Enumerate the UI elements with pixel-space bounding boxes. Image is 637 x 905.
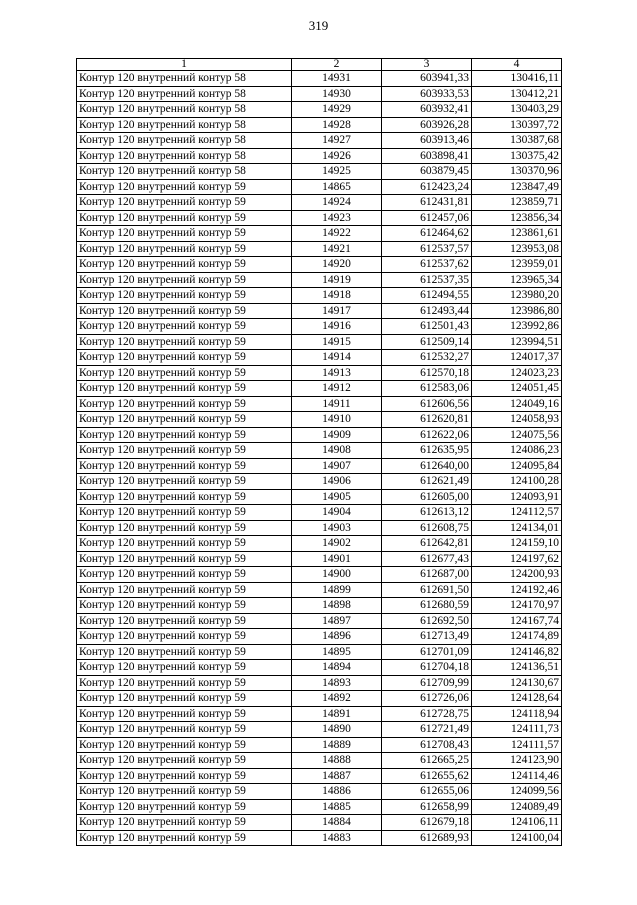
point-number-cell: 14930 xyxy=(292,86,382,102)
x-coordinate-cell: 612493,44 xyxy=(382,303,472,319)
y-coordinate-cell: 124017,37 xyxy=(472,350,562,366)
y-coordinate-cell: 124130,67 xyxy=(472,675,562,691)
contour-name-cell: Контур 120 внутренний контур 59 xyxy=(77,365,292,381)
contour-name-cell: Контур 120 внутренний контур 59 xyxy=(77,536,292,552)
table-row xyxy=(77,458,562,474)
point-number-cell: 14922 xyxy=(292,226,382,242)
point-number-cell: 14914 xyxy=(292,350,382,366)
y-coordinate-cell: 123959,01 xyxy=(472,257,562,273)
y-coordinate-cell: 124136,51 xyxy=(472,660,562,676)
x-coordinate-cell: 612709,99 xyxy=(382,675,472,691)
contour-name-cell: Контур 120 внутренний контур 59 xyxy=(77,629,292,645)
table-row xyxy=(77,489,562,505)
y-coordinate-cell: 124114,46 xyxy=(472,768,562,784)
table-row xyxy=(77,396,562,412)
y-coordinate-cell: 124095,84 xyxy=(472,458,562,474)
y-coordinate-cell: 130416,11 xyxy=(472,71,562,87)
y-coordinate-cell: 123986,80 xyxy=(472,303,562,319)
contour-name-cell: Контур 120 внутренний контур 59 xyxy=(77,474,292,490)
table-body xyxy=(77,71,562,846)
y-coordinate-cell: 124051,45 xyxy=(472,381,562,397)
point-number-cell: 14909 xyxy=(292,427,382,443)
x-coordinate-cell: 612570,18 xyxy=(382,365,472,381)
contour-name-cell: Контур 120 внутренний контур 59 xyxy=(77,784,292,800)
point-number-cell: 14901 xyxy=(292,551,382,567)
contour-name-cell: Контур 120 внутренний контур 58 xyxy=(77,71,292,87)
y-coordinate-cell: 124106,11 xyxy=(472,815,562,831)
point-number-cell: 14906 xyxy=(292,474,382,490)
y-coordinate-cell: 124200,93 xyxy=(472,567,562,583)
point-number-cell: 14908 xyxy=(292,443,382,459)
contour-name-cell: Контур 120 внутренний контур 59 xyxy=(77,613,292,629)
contour-name-cell: Контур 120 внутренний контур 59 xyxy=(77,737,292,753)
y-coordinate-cell: 130375,42 xyxy=(472,148,562,164)
point-number-cell: 14911 xyxy=(292,396,382,412)
table-row xyxy=(77,319,562,335)
x-coordinate-cell: 612704,18 xyxy=(382,660,472,676)
point-number-cell: 14885 xyxy=(292,799,382,815)
x-coordinate-cell: 612537,57 xyxy=(382,241,472,257)
contour-name-cell: Контур 120 внутренний контур 59 xyxy=(77,458,292,474)
y-coordinate-cell: 130412,21 xyxy=(472,86,562,102)
table-row xyxy=(77,303,562,319)
x-coordinate-cell: 612713,49 xyxy=(382,629,472,645)
point-number-cell: 14888 xyxy=(292,753,382,769)
table-row xyxy=(77,629,562,645)
point-number-cell: 14917 xyxy=(292,303,382,319)
x-coordinate-cell: 612583,06 xyxy=(382,381,472,397)
table-header-row xyxy=(77,59,562,71)
table-row xyxy=(77,102,562,118)
x-coordinate-cell: 612613,12 xyxy=(382,505,472,521)
contour-name-cell: Контур 120 внутренний контур 59 xyxy=(77,660,292,676)
y-coordinate-cell: 124192,46 xyxy=(472,582,562,598)
page-number: 319 xyxy=(308,18,329,33)
table-row xyxy=(77,226,562,242)
y-coordinate-cell: 124174,89 xyxy=(472,629,562,645)
y-coordinate-cell: 124128,64 xyxy=(472,691,562,707)
contour-name-cell: Контур 120 внутренний контур 59 xyxy=(77,598,292,614)
point-number-cell: 14895 xyxy=(292,644,382,660)
x-coordinate-cell: 603926,28 xyxy=(382,117,472,133)
table-row xyxy=(77,164,562,180)
x-coordinate-cell: 612621,49 xyxy=(382,474,472,490)
contour-name-cell: Контур 120 внутренний контур 59 xyxy=(77,644,292,660)
table-row xyxy=(77,148,562,164)
x-coordinate-cell: 603879,45 xyxy=(382,164,472,180)
x-coordinate-cell: 612606,56 xyxy=(382,396,472,412)
contour-name-cell: Контур 120 внутренний контур 59 xyxy=(77,241,292,257)
point-number-cell: 14889 xyxy=(292,737,382,753)
point-number-cell: 14919 xyxy=(292,272,382,288)
y-coordinate-cell: 124100,28 xyxy=(472,474,562,490)
contour-name-cell: Контур 120 внутренний контур 59 xyxy=(77,706,292,722)
x-coordinate-cell: 612457,06 xyxy=(382,210,472,226)
y-coordinate-cell: 123992,86 xyxy=(472,319,562,335)
x-coordinate-cell: 612635,95 xyxy=(382,443,472,459)
contour-name-cell: Контур 120 внутренний контур 59 xyxy=(77,768,292,784)
contour-name-cell: Контур 120 внутренний контур 59 xyxy=(77,288,292,304)
table-row xyxy=(77,551,562,567)
x-coordinate-cell: 612509,14 xyxy=(382,334,472,350)
point-number-cell: 14903 xyxy=(292,520,382,536)
x-coordinate-cell: 603913,46 xyxy=(382,133,472,149)
y-coordinate-cell: 124167,74 xyxy=(472,613,562,629)
y-coordinate-cell: 123965,34 xyxy=(472,272,562,288)
contour-name-cell: Контур 120 внутренний контур 58 xyxy=(77,148,292,164)
contour-name-cell: Контур 120 внутренний контур 58 xyxy=(77,133,292,149)
column-header-2: 2 xyxy=(292,59,382,71)
x-coordinate-cell: 612605,00 xyxy=(382,489,472,505)
x-coordinate-cell: 612677,43 xyxy=(382,551,472,567)
contour-name-cell: Контур 120 внутренний контур 58 xyxy=(77,86,292,102)
y-coordinate-cell: 130387,68 xyxy=(472,133,562,149)
table-row xyxy=(77,71,562,87)
x-coordinate-cell: 612680,59 xyxy=(382,598,472,614)
table-row xyxy=(77,799,562,815)
point-number-cell: 14886 xyxy=(292,784,382,800)
point-number-cell: 14892 xyxy=(292,691,382,707)
x-coordinate-cell: 612687,00 xyxy=(382,567,472,583)
point-number-cell: 14904 xyxy=(292,505,382,521)
table-row xyxy=(77,815,562,831)
x-coordinate-cell: 612494,55 xyxy=(382,288,472,304)
y-coordinate-cell: 124111,57 xyxy=(472,737,562,753)
table-row xyxy=(77,613,562,629)
contour-name-cell: Контур 120 внутренний контур 59 xyxy=(77,799,292,815)
contour-name-cell: Контур 120 внутренний контур 59 xyxy=(77,675,292,691)
contour-name-cell: Контур 120 внутренний контур 59 xyxy=(77,210,292,226)
table-row xyxy=(77,133,562,149)
table-row xyxy=(77,427,562,443)
point-number-cell: 14894 xyxy=(292,660,382,676)
table-row xyxy=(77,706,562,722)
contour-name-cell: Контур 120 внутренний контур 59 xyxy=(77,319,292,335)
point-number-cell: 14910 xyxy=(292,412,382,428)
point-number-cell: 14929 xyxy=(292,102,382,118)
point-number-cell: 14916 xyxy=(292,319,382,335)
table-row xyxy=(77,210,562,226)
y-coordinate-cell: 124093,91 xyxy=(472,489,562,505)
table-row xyxy=(77,412,562,428)
x-coordinate-cell: 612691,50 xyxy=(382,582,472,598)
y-coordinate-cell: 124089,49 xyxy=(472,799,562,815)
y-coordinate-cell: 124049,16 xyxy=(472,396,562,412)
y-coordinate-cell: 123953,08 xyxy=(472,241,562,257)
x-coordinate-cell: 612701,09 xyxy=(382,644,472,660)
point-number-cell: 14931 xyxy=(292,71,382,87)
table-row xyxy=(77,381,562,397)
table-row xyxy=(77,86,562,102)
x-coordinate-cell: 612501,43 xyxy=(382,319,472,335)
table-row xyxy=(77,753,562,769)
contour-name-cell: Контур 120 внутренний контур 59 xyxy=(77,815,292,831)
x-coordinate-cell: 612679,18 xyxy=(382,815,472,831)
y-coordinate-cell: 123980,20 xyxy=(472,288,562,304)
point-number-cell: 14907 xyxy=(292,458,382,474)
table-row xyxy=(77,660,562,676)
contour-name-cell: Контур 120 внутренний контур 58 xyxy=(77,164,292,180)
table-row xyxy=(77,520,562,536)
point-number-cell: 14896 xyxy=(292,629,382,645)
point-number-cell: 14924 xyxy=(292,195,382,211)
contour-name-cell: Контур 120 внутренний контур 59 xyxy=(77,257,292,273)
contour-name-cell: Контур 120 внутренний контур 59 xyxy=(77,551,292,567)
table-row xyxy=(77,443,562,459)
column-header-3: 3 xyxy=(382,59,472,71)
y-coordinate-cell: 124111,73 xyxy=(472,722,562,738)
point-number-cell: 14926 xyxy=(292,148,382,164)
x-coordinate-cell: 612721,49 xyxy=(382,722,472,738)
point-number-cell: 14891 xyxy=(292,706,382,722)
point-number-cell: 14913 xyxy=(292,365,382,381)
x-coordinate-cell: 612708,43 xyxy=(382,737,472,753)
table-row xyxy=(77,737,562,753)
table-row xyxy=(77,830,562,846)
contour-name-cell: Контур 120 внутренний контур 59 xyxy=(77,427,292,443)
point-number-cell: 14887 xyxy=(292,768,382,784)
contour-name-cell: Контур 120 внутренний контур 59 xyxy=(77,582,292,598)
contour-name-cell: Контур 120 внутренний контур 59 xyxy=(77,195,292,211)
table-row xyxy=(77,334,562,350)
y-coordinate-cell: 124086,23 xyxy=(472,443,562,459)
y-coordinate-cell: 130403,29 xyxy=(472,102,562,118)
table-row xyxy=(77,768,562,784)
contour-name-cell: Контур 120 внутренний контур 58 xyxy=(77,117,292,133)
contour-name-cell: Контур 120 внутренний контур 59 xyxy=(77,334,292,350)
y-coordinate-cell: 123859,71 xyxy=(472,195,562,211)
table-row xyxy=(77,179,562,195)
x-coordinate-cell: 612537,62 xyxy=(382,257,472,273)
x-coordinate-cell: 612620,81 xyxy=(382,412,472,428)
y-coordinate-cell: 124146,82 xyxy=(472,644,562,660)
table-row xyxy=(77,195,562,211)
point-number-cell: 14921 xyxy=(292,241,382,257)
contour-name-cell: Контур 120 внутренний контур 59 xyxy=(77,381,292,397)
column-header-4: 4 xyxy=(472,59,562,71)
point-number-cell: 14890 xyxy=(292,722,382,738)
x-coordinate-cell: 612655,06 xyxy=(382,784,472,800)
coordinates-table xyxy=(76,58,562,846)
table-row xyxy=(77,505,562,521)
contour-name-cell: Контур 120 внутренний контур 59 xyxy=(77,722,292,738)
table-row xyxy=(77,365,562,381)
x-coordinate-cell: 612537,35 xyxy=(382,272,472,288)
table-row xyxy=(77,272,562,288)
column-header-1: 1 xyxy=(77,59,292,71)
y-coordinate-cell: 124112,57 xyxy=(472,505,562,521)
point-number-cell: 14899 xyxy=(292,582,382,598)
x-coordinate-cell: 603933,53 xyxy=(382,86,472,102)
point-number-cell: 14918 xyxy=(292,288,382,304)
y-coordinate-cell: 124100,04 xyxy=(472,830,562,846)
table-row xyxy=(77,474,562,490)
point-number-cell: 14884 xyxy=(292,815,382,831)
x-coordinate-cell: 603932,41 xyxy=(382,102,472,118)
x-coordinate-cell: 612665,25 xyxy=(382,753,472,769)
y-coordinate-cell: 124134,01 xyxy=(472,520,562,536)
point-number-cell: 14928 xyxy=(292,117,382,133)
table-row xyxy=(77,288,562,304)
point-number-cell: 14925 xyxy=(292,164,382,180)
contour-name-cell: Контур 120 внутренний контур 59 xyxy=(77,520,292,536)
point-number-cell: 14912 xyxy=(292,381,382,397)
x-coordinate-cell: 612726,06 xyxy=(382,691,472,707)
y-coordinate-cell: 124023,23 xyxy=(472,365,562,381)
contour-name-cell: Контур 120 внутренний контур 58 xyxy=(77,102,292,118)
table-row xyxy=(77,644,562,660)
contour-name-cell: Контур 120 внутренний контур 59 xyxy=(77,412,292,428)
y-coordinate-cell: 124170,97 xyxy=(472,598,562,614)
y-coordinate-cell: 123861,61 xyxy=(472,226,562,242)
x-coordinate-cell: 612423,24 xyxy=(382,179,472,195)
x-coordinate-cell: 612608,75 xyxy=(382,520,472,536)
point-number-cell: 14905 xyxy=(292,489,382,505)
point-number-cell: 14920 xyxy=(292,257,382,273)
table-row xyxy=(77,241,562,257)
table-row xyxy=(77,784,562,800)
point-number-cell: 14900 xyxy=(292,567,382,583)
point-number-cell: 14883 xyxy=(292,830,382,846)
x-coordinate-cell: 612622,06 xyxy=(382,427,472,443)
contour-name-cell: Контур 120 внутренний контур 59 xyxy=(77,567,292,583)
y-coordinate-cell: 123847,49 xyxy=(472,179,562,195)
y-coordinate-cell: 124123,90 xyxy=(472,753,562,769)
contour-name-cell: Контур 120 внутренний контур 59 xyxy=(77,303,292,319)
table-row xyxy=(77,582,562,598)
x-coordinate-cell: 603941,33 xyxy=(382,71,472,87)
y-coordinate-cell: 130370,96 xyxy=(472,164,562,180)
x-coordinate-cell: 612655,62 xyxy=(382,768,472,784)
table-row xyxy=(77,117,562,133)
x-coordinate-cell: 603898,41 xyxy=(382,148,472,164)
contour-name-cell: Контур 120 внутренний контур 59 xyxy=(77,753,292,769)
x-coordinate-cell: 612464,62 xyxy=(382,226,472,242)
table-row xyxy=(77,350,562,366)
y-coordinate-cell: 130397,72 xyxy=(472,117,562,133)
x-coordinate-cell: 612728,75 xyxy=(382,706,472,722)
y-coordinate-cell: 124075,56 xyxy=(472,427,562,443)
table-row xyxy=(77,567,562,583)
contour-name-cell: Контур 120 внутренний контур 59 xyxy=(77,396,292,412)
y-coordinate-cell: 123856,34 xyxy=(472,210,562,226)
point-number-cell: 14923 xyxy=(292,210,382,226)
contour-name-cell: Контур 120 внутренний контур 59 xyxy=(77,691,292,707)
y-coordinate-cell: 124058,93 xyxy=(472,412,562,428)
point-number-cell: 14915 xyxy=(292,334,382,350)
point-number-cell: 14927 xyxy=(292,133,382,149)
y-coordinate-cell: 123994,51 xyxy=(472,334,562,350)
x-coordinate-cell: 612658,99 xyxy=(382,799,472,815)
point-number-cell: 14865 xyxy=(292,179,382,195)
point-number-cell: 14902 xyxy=(292,536,382,552)
x-coordinate-cell: 612532,27 xyxy=(382,350,472,366)
y-coordinate-cell: 124099,56 xyxy=(472,784,562,800)
y-coordinate-cell: 124118,94 xyxy=(472,706,562,722)
x-coordinate-cell: 612642,81 xyxy=(382,536,472,552)
y-coordinate-cell: 124197,62 xyxy=(472,551,562,567)
point-number-cell: 14898 xyxy=(292,598,382,614)
x-coordinate-cell: 612640,00 xyxy=(382,458,472,474)
x-coordinate-cell: 612689,93 xyxy=(382,830,472,846)
contour-name-cell: Контур 120 внутренний контур 59 xyxy=(77,350,292,366)
contour-name-cell: Контур 120 внутренний контур 59 xyxy=(77,830,292,846)
contour-name-cell: Контур 120 внутренний контур 59 xyxy=(77,505,292,521)
y-coordinate-cell: 124159,10 xyxy=(472,536,562,552)
table-row xyxy=(77,536,562,552)
table-row xyxy=(77,691,562,707)
table-row xyxy=(77,598,562,614)
table-row xyxy=(77,257,562,273)
x-coordinate-cell: 612692,50 xyxy=(382,613,472,629)
x-coordinate-cell: 612431,81 xyxy=(382,195,472,211)
contour-name-cell: Контур 120 внутренний контур 59 xyxy=(77,272,292,288)
table-row xyxy=(77,722,562,738)
contour-name-cell: Контур 120 внутренний контур 59 xyxy=(77,179,292,195)
point-number-cell: 14893 xyxy=(292,675,382,691)
table-row xyxy=(77,675,562,691)
point-number-cell: 14897 xyxy=(292,613,382,629)
contour-name-cell: Контур 120 внутренний контур 59 xyxy=(77,443,292,459)
contour-name-cell: Контур 120 внутренний контур 59 xyxy=(77,489,292,505)
contour-name-cell: Контур 120 внутренний контур 59 xyxy=(77,226,292,242)
